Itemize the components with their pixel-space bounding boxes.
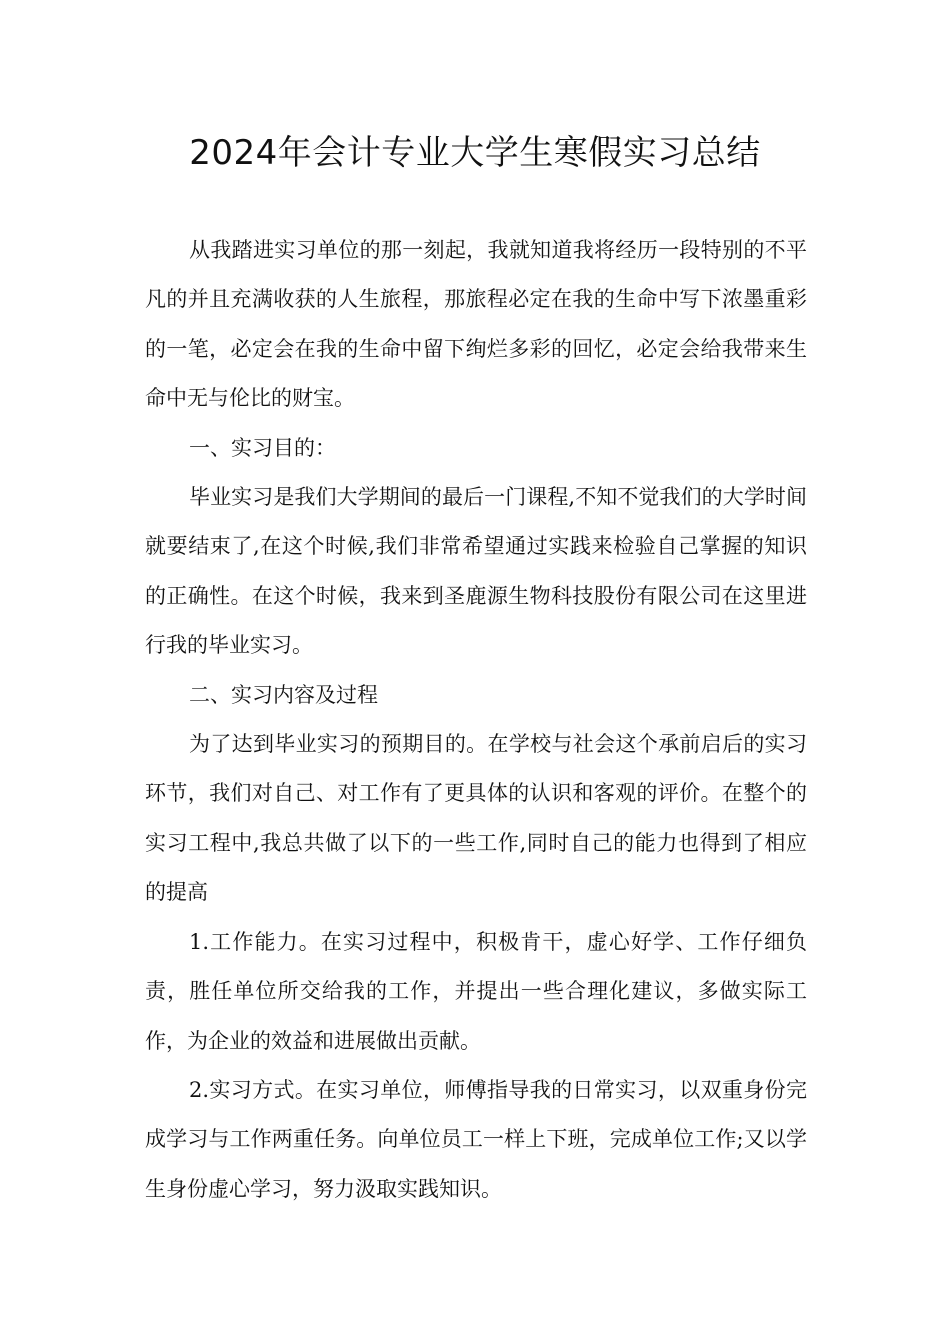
heading-section-1: 一、实习目的： bbox=[189, 435, 336, 460]
document-title: 2024年会计专业大学生寒假实习总结 bbox=[189, 133, 761, 173]
document-body bbox=[145, 226, 807, 1214]
paragraph-intro: 从我踏进实习单位的那一刻起，我就知道我将经历一段特别的不平凡的并且充满收获的人生旅程，那旅程必定在我的生命中写下浓墨重彩的一笔，必定会在我的生命中留下绚烂多彩的回忆，必定会给我带来生命中无与伦比的财宝。 bbox=[145, 238, 807, 411]
paragraph-section-2: 为了达到毕业实习的预期目的。在学校与社会这个承前启后的实习环节，我们对自己、对工作有了更具体的认识和客观的评价。在整个的实习工程中,我总共做了以下的一些工作,同时自己的能力也得到了相应的提高 bbox=[145, 732, 807, 905]
paragraph-item-1: 1.工作能力。在实习过程中，积极肯干，虚心好学、工作仔细负责，胜任单位所交给我的工作，并提出一些合理化建议，多做实际工作，为企业的效益和进展做出贡献。 bbox=[145, 929, 807, 1053]
paragraph-section-1: 毕业实习是我们大学期间的最后一门课程,不知不觉我们的大学时间就要结束了,在这个时候,我们非常希望通过实践来检验自己掌握的知识的正确性。在这个时候，我来到圣鹿源生物科技股份有限公司在这里进行我的毕业实习。 bbox=[145, 485, 807, 658]
paragraph-item-2: 2.实习方式。在实习单位，师傅指导我的日常实习，以双重身份完成学习与工作两重任务。向单位员工一样上下班，完成单位工作;又以学生身份虚心学习，努力汲取实践知识。 bbox=[145, 1077, 807, 1201]
heading-section-2: 二、实习内容及过程 bbox=[189, 682, 378, 707]
